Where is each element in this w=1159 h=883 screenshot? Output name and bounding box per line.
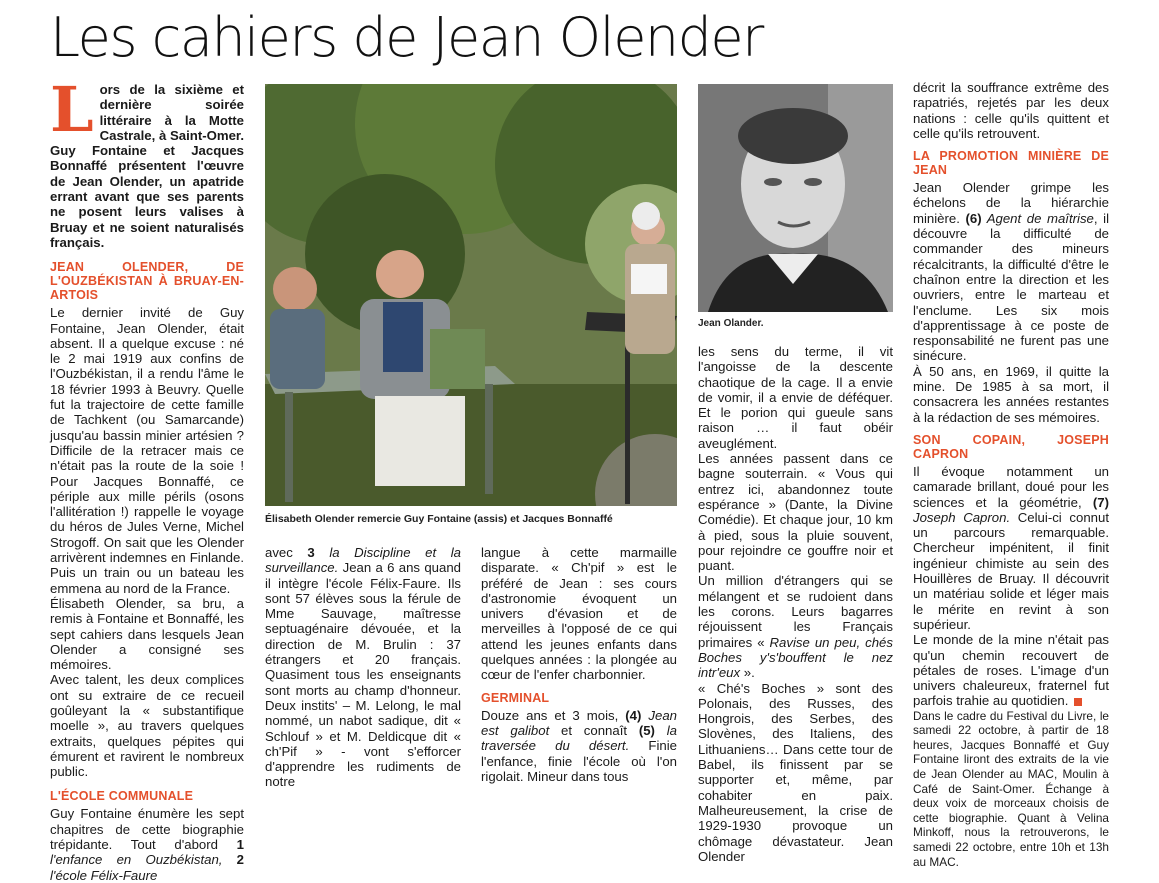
photo-caption: Élisabeth Olender remercie Guy Fontaine (assis) et Jacques Bonnaffé <box>265 513 613 525</box>
column-1 <box>50 73 245 883</box>
drop-cap: L <box>50 73 94 146</box>
column-2 <box>265 545 461 790</box>
paragraph: Jean Olender grimpe les échelons de la hiérarchie minière. (6) Agent de maîtrise, il découvre la difficulté de commander des mineurs récalcitrants, la difficulté d'être le chaînon entre la direction et les ouvriers, entre le marteau et l'enclume. Les six mois d'apprentissage à ce poste de responsabilité ne furent pas une sinécure. <box>913 180 1109 364</box>
column-4 <box>698 344 893 864</box>
paragraph: langue à cette marmaille disparate. « Ch'pif » est le préféré de Jean : ses cours d'astronomie évoquent un univers d'évasion et de merveilles à l'opposé de ce qui attend les jeunes enfants dans quelques années : la plongée au cœur de l'enfer charbonnier. <box>481 545 677 683</box>
paragraph: Guy Fontaine énumère les sept chapitres de cette biographie trépidante. Tout d'abord 1 l'enfance en Ouzbékistan, 2 l'école Félix-Faure <box>50 806 245 883</box>
headline: Les cahiers de Jean Olender <box>50 6 763 69</box>
paragraph: Douze ans et 3 mois, (4) Jean est galibot et connaît (5) la traversée du désert. Finie l'enfance, finie l'école où l'on rigolait. Mineur dans tous <box>481 707 677 784</box>
end-mark-icon <box>1074 698 1082 706</box>
intro-paragraph: Lors de la sixième et dernière soirée littéraire à la Motte Castrale, à Saint-Omer. Guy Fontaine et Jacques Bonnaffé présentent l'œuvre de Jean Olender, un apatride errant avant que ses parents ne posent leurs valises à Bruay et ne soient naturalisés français. <box>50 73 244 250</box>
paragraph: Les années passent dans ce bagne souterrain. « Vous qui entrez ici, abandonnez toute espérance » (Dante, la Divine Comédie). Et chaque jour, 10 km à pied, sous la pluie souvent, pour rejoindre ce gouffre noir et puant. <box>698 451 893 574</box>
paragraph: Avec talent, les deux complices ont su extraire de ce recueil goûleyant la « substantifique moelle », au travers quelques extraits, quelques pépites qui émurent et ravirent le nombreux public. <box>50 672 244 780</box>
event-photo <box>265 84 677 506</box>
column-5 <box>913 80 1109 869</box>
paragraph: Le dernier invité de Guy Fontaine, Jean Olender, était absent. Il a quelque excuse : né le 2 mai 1919 aux confins de l'Ouzbékistan, il a rendu l'âme le 18 février 1993 à Beuvry. Quelle fut la trajectoire de cette famille de Tachkent (ou Samarcande) jusqu'au bassin minier artésien ? Difficile de la retracer mais ce n'était pas la route de la soie ! Pour Jacques Bonnaffé, ce périple aux mille périls (osons l'allitération !) rappelle le voyage du héros de Jules Verne, Michel Strogoff. On sait que les Olender arrivèrent indemnes en Finlande. Puis un train ou un bateau les emmena au nord de la France. <box>50 305 244 596</box>
paragraph: Élisabeth Olender, sa bru, a remis à Fontaine et Bonnaffé, les sept cahiers dans lesquels Jean Olender a consigné ses mémoires. <box>50 595 244 673</box>
paragraph: les sens du terme, il vit l'angoisse de la descente chaotique de la cage. Il a envie de vomir, il a envie de déféquer. Et le porion qui gueule sans raison … il faut obéir aveuglément. <box>698 344 893 451</box>
paragraph: À 50 ans, en 1969, il quitte la mine. De 1985 à sa mort, il consacrera les années restantes à la rédaction de ses mémoires. <box>913 363 1109 425</box>
paragraph: Le monde de la mine n'était pas qu'un chemin recouvert de pétales de roses. L'image d'un univers chaleureux, fraternel fut parfois trahie au quotidien. <box>913 632 1109 709</box>
column-3 <box>481 545 677 784</box>
paragraph: avec 3 la Discipline et la surveillance. Jean a 6 ans quand il intègre l'école Félix-Faure. Ils sont 57 élèves sous la férule de Mme Sauvage, maîtresse septuagénaire dévouée, et la direction de M. Brulin : 37 étrangers et 20 français. Quasiment tous les enseignants sont morts au champ d'honneur. Deux instits' – M. Lelong, le mal nommé, un nabot sadique, dit « Schlouf » et M. Deldicque dit « ch'Pif » - vont s'efforcer d'apprendre les rudiments de notre <box>265 545 461 790</box>
paragraph: « Ché's Boches » sont des Polonais, des Russes, des Hongrois, des Serbes, des Slovènes, des Italiens, des Lithuaniens… Dans cette tour de Babel, ils finissent par se supporter et, même, par cohabiter en paix. Malheureusement, la crise de 1929-1930 provoque un chômage dévastateur. Jean Olender <box>698 680 893 864</box>
portrait-photo <box>698 84 893 312</box>
paragraph: Un million d'étrangers qui se mélangent et se rudoient dans les corons. Leurs bagarres réjouissent les Français primaires « Ravise un peu, chés Boches y's'bouffent le nez intr'eux ». <box>698 573 893 681</box>
subheading-promotion: LA PROMOTION MINIÈRE DE JEAN <box>913 149 1109 178</box>
subheading-ecole: L'ÉCOLE COMMUNALE <box>50 789 194 804</box>
subheading-ouzbekistan: JEAN OLENDER, DE L'OUZBÉKISTAN À BRUAY-EN-ARTOIS <box>50 260 244 303</box>
portrait-caption: Jean Olander. <box>698 318 764 329</box>
paragraph: décrit la souffrance extrême des rapatriés, rejetés par les deux nations : celle qu'ils quittent et celle qu'ils retrouvent. <box>913 80 1109 141</box>
paragraph: Il évoque notamment un camarade brillant, doué pour les sciences et la géométrie, (7) Joseph Capron. Celui-ci connut un parcours remarquable. Chercheur impénitent, il finit ingénieur chimiste au sein des Houillères de Bruay. Il découvrit un matériau solide et léger mais le mérite en revint à son supérieur. <box>913 463 1109 632</box>
subheading-germinal: GERMINAL <box>481 690 550 705</box>
event-note: Dans le cadre du Festival du Livre, le samedi 22 octobre, à partir de 18 heures, Jacques Bonnaffé et Guy Fontaine liront des extraits de la vie de Jean Olender au MAC, Moulin à Café de Saint-Omer. Échange à deux voix de morceaux choisis de cette biographie. Quant à Velina Minkoff, nous la retrouverons, le samedi 22 octobre, entre 10h et 13h au MAC. <box>913 708 1109 869</box>
subheading-capron: SON COPAIN, JOSEPH CAPRON <box>913 432 1109 461</box>
